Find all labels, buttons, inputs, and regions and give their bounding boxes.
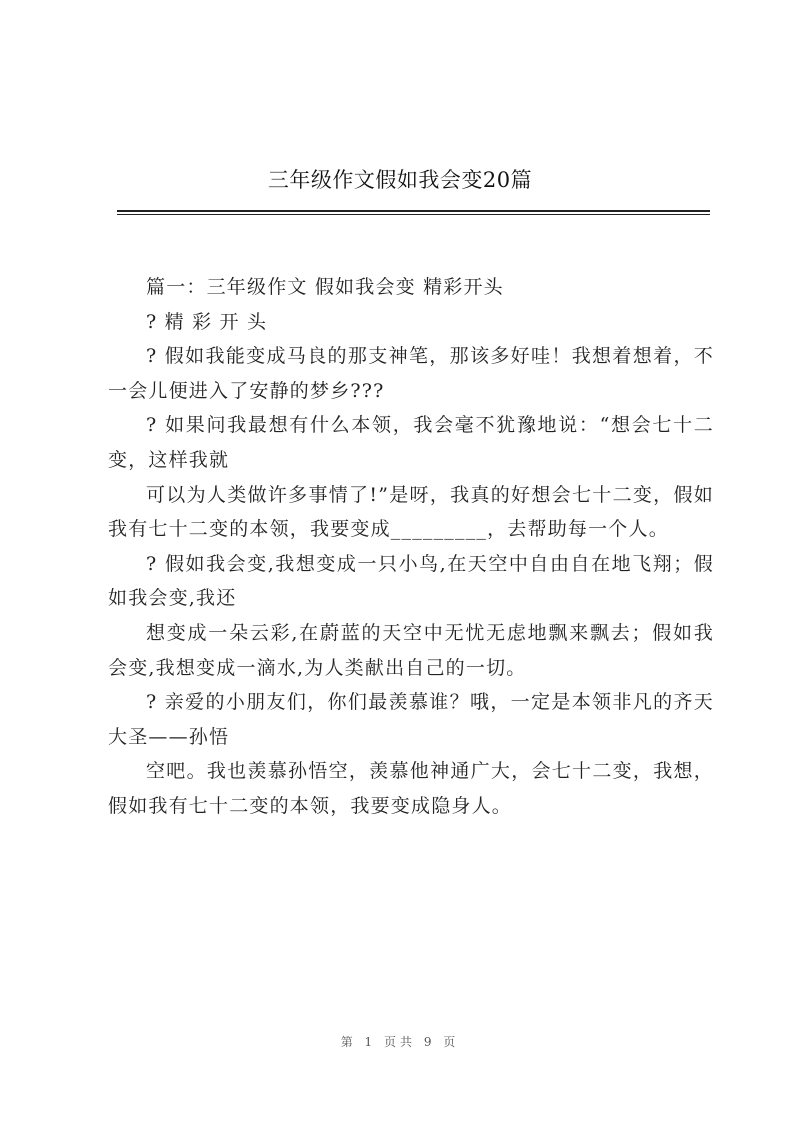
title-divider-thick (117, 210, 710, 212)
paragraph: ? 假如我会变,我想变成一只小鸟,在天空中自由自在地飞翔；假如我会变,我还 (108, 552, 714, 610)
paragraph: ? 如果问我最想有什么本领，我会毫不犹豫地说：“想会七十二变，这样我就 (108, 414, 714, 471)
document-title: 三年级作文假如我会变20篇 (267, 168, 533, 192)
paragraph: 空吧。我也羡慕孙悟空，羡慕他神通广大，会七十二变，我想，假如我有七十二变的本领，我要变成隐身人。 (108, 760, 714, 817)
paragraph: 想变成一朵云彩,在蔚蓝的天空中无忧无虑地飘来飘去；假如我会变,我想变成一滴水,为人类献出自己的一切。 (108, 621, 714, 679)
paragraph: 篇一：三年级作文 假如我会变 精彩开头 (146, 276, 504, 298)
page-number-footer: 第 1 页共 9 页 (340, 1035, 460, 1049)
paragraph: ? 假如我能变成马良的那支神笔，那该多好哇！我想着想着，不一会儿便进入了安静的梦乡??? (108, 345, 714, 402)
paragraph: ? 精 彩 开 头 (146, 310, 268, 333)
title-divider-thin (117, 214, 710, 215)
document-body (108, 270, 714, 824)
paragraph: ? 亲爱的小朋友们，你们最羡慕谁？哦，一定是本领非凡的齐天大圣——孙悟 (108, 691, 714, 748)
paragraph: 可以为人类做许多事情了!”是呀，我真的好想会七十二变，假如我有七十二变的本领，我要变成_________，去帮助每一个人。 (108, 483, 714, 541)
